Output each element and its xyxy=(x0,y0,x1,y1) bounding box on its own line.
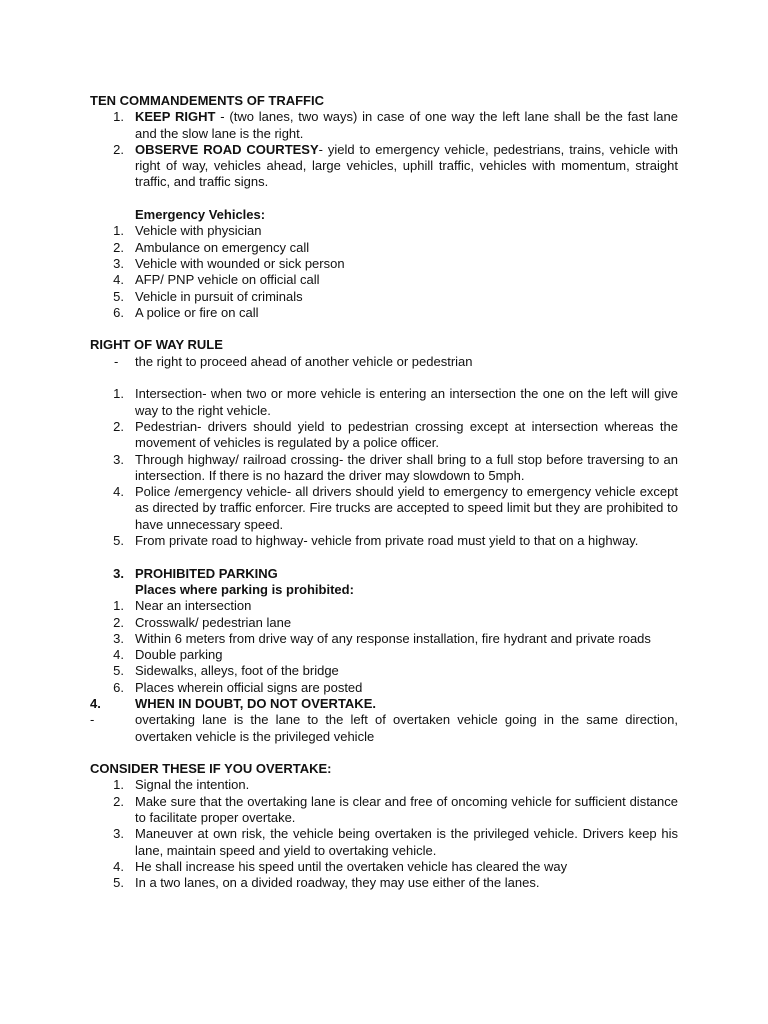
section-heading: 3. PROHIBITED PARKING xyxy=(90,566,678,582)
list-item: 1. Intersection- when two or more vehicle is entering an intersection the one on the left will give way to the right vehicle. xyxy=(113,386,678,418)
page-title: TEN COMMANDEMENTS OF TRAFFIC xyxy=(90,93,324,108)
list-item: 5. From private road to highway- vehicle from private road must yield to that on a highway. xyxy=(113,533,639,549)
section-subheading: Emergency Vehicles : xyxy=(135,207,266,223)
list-item: 2. Pedestrian- drivers should yield to pedestrian crossing except at intersection whereas the movement of vehicles is regulated by a police officer. xyxy=(113,418,678,451)
list-item: 6. A police or fire on call xyxy=(113,304,259,320)
list-item: 4. He shall increase his speed until the overtaken vehicle has cleared the way xyxy=(113,858,568,874)
document-body xyxy=(90,93,678,892)
commandment-title: OBSERVE ROAD COURTESY xyxy=(135,141,319,157)
commandment-title: KEEP RIGHT xyxy=(135,109,216,125)
list-item: 5. Vehicle in pursuit of criminals xyxy=(113,288,303,304)
list-item: 4. Double parking xyxy=(113,647,223,663)
list-item: 2. Make sure that the overtaking lane is clear and free of oncoming vehicle for sufficient distance to facilitate proper overtake. xyxy=(113,793,678,826)
list-item: 6. Places wherein official signs are posted xyxy=(113,679,363,695)
list-item: 1. Signal the intention. xyxy=(113,777,250,793)
list-item: 3. Within 6 meters from drive way of any response installation, fire hydrant and private roads xyxy=(113,630,651,646)
definition-line: - overtaking lane is the lane to the left of overtaken vehicle going in the same direction, overtaken vehicle is the privileged vehicle xyxy=(90,712,678,744)
list-item: 4. AFP/ PNP vehicle on official call xyxy=(113,272,320,288)
list-item: 3. Maneuver at own risk, the vehicle being overtaken is the privileged vehicle. Drivers keep his lane, maintain speed and yield to overtaking vehicle. xyxy=(113,826,678,858)
dash-marker: - xyxy=(90,712,95,728)
list-item: 1. Vehicle with physician xyxy=(113,223,262,239)
list-number: 1. xyxy=(113,109,124,125)
section-number: 4. xyxy=(90,695,101,711)
commandment-text: - (two lanes, two ways) in case of one way the left lane shall be the fast lane and the slow lane is the right. xyxy=(135,109,678,141)
list-item: 2. Ambulance on emergency call xyxy=(113,239,310,255)
list-item: 4. Police /emergency vehicle- all drivers should yield to emergency to emergency vehicle except as directed by traffic enforcer. Fire trucks are accepted to speed limit but they are prohibited to have unnecessary speed. xyxy=(113,484,678,532)
list-item: 2. Crosswalk/ pedestrian lane xyxy=(113,614,292,630)
dash-marker: - xyxy=(114,353,119,369)
list-item xyxy=(90,142,678,191)
list-item xyxy=(90,109,678,142)
section-heading: CONSIDER THESE IF YOU OVERTAKE: xyxy=(90,761,332,777)
list-number: 2. xyxy=(113,141,124,157)
list-item: 5. Sidewalks, alleys, foot of the bridge xyxy=(113,663,339,679)
list-item: 1. Near an intersection xyxy=(113,598,252,614)
list-item: 3. Through highway/ railroad crossing- the driver shall bring to a full stop before traversing to an intersection. If there is no hazard the driver may slowdown to 5mph. xyxy=(113,451,678,483)
commandment-text: - yield to emergency vehicle, pedestrians, trains, vehicle with right of way, vehicles ahead, large vehicles, uphill traffic, vehicles with momentum, straight traffic, and traffic signs. xyxy=(135,141,678,190)
section-heading: 4. WHEN IN DOUBT, DO NOT OVERTAKE. xyxy=(90,695,376,711)
list-item: 5. In a two lanes, on a divided roadway, they may use either of the lanes. xyxy=(113,875,540,891)
section-subheading: Places where parking is prohibited : xyxy=(135,581,354,597)
section-number: 3. xyxy=(113,565,124,581)
section-heading: RIGHT OF WAY RULE xyxy=(90,337,223,353)
definition-line: - the right to proceed ahead of another vehicle or pedestrian xyxy=(90,354,678,370)
list-item: 3. Vehicle with wounded or sick person xyxy=(113,255,345,271)
